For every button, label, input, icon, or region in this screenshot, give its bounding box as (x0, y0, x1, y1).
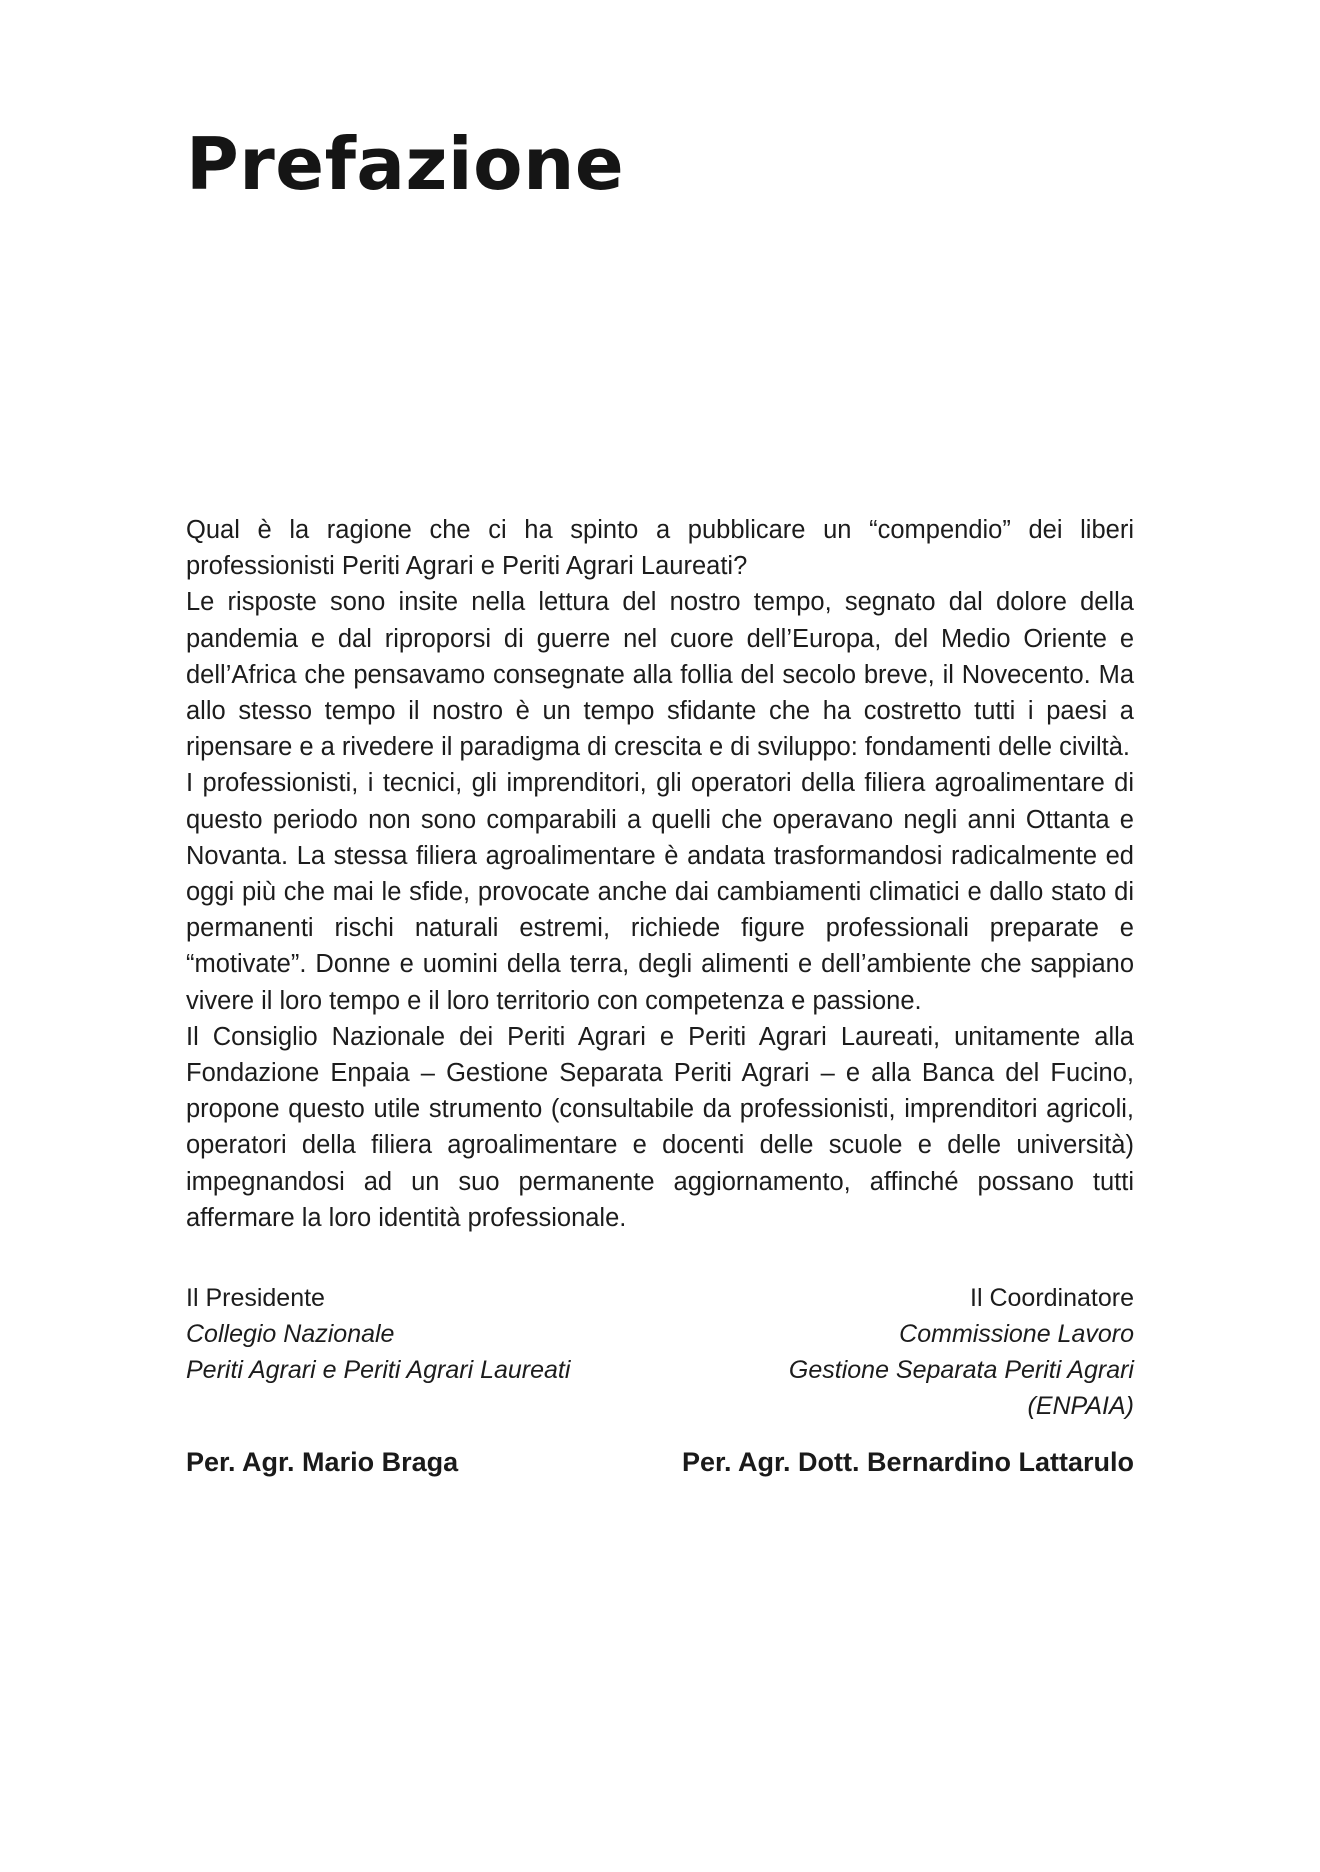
signer-left-org: Collegio Nazionale (186, 1320, 395, 1348)
signature-left (186, 1280, 570, 1388)
signer-right-org: Commissione Lavoro (899, 1320, 1134, 1348)
signer-right-role: Il Coordinatore (970, 1284, 1134, 1312)
signer-left-role: Il Presidente (186, 1284, 325, 1312)
preface-body (186, 512, 1134, 1236)
paragraph-4: Il Consiglio Nazionale dei Periti Agrari e Periti Agrari Laureati, unitamente alla Fondazione Enpaia – Gestione Separata Periti Agrari – e alla Banca del Fucino, propone questo utile strumento (consultabile da professionisti, imprenditori agricoli, operatori della filiera agroalimentare e docenti delle scuole e delle università) impegnandosi ad un suo permanente aggiornamento, affinché possano tutti affermare la loro identità professionale. (186, 1022, 1134, 1232)
signature-right (789, 1280, 1134, 1424)
paragraph-1: Qual è la ragione che ci ha spinto a pubblicare un “compendio” dei liberi professionisti Periti Agrari e Periti Agrari Laureati? (186, 516, 1134, 581)
paragraph-3: I professionisti, i tecnici, gli imprenditori, gli operatori della filiera agroalimentare di questo periodo non sono comparabili a quelli che operavano negli anni Ottanta e Novanta. La stessa filiera agroalimentare è andata trasformandosi radicalmente ed oggi più che mai le sfide, provocate anche dai cambiamenti climatici e dallo stato di permanenti rischi naturali estremi, richiede figure professionali preparate e “motivate”. Donne e uomini della terra, degli alimenti e dell’ambiente che sappiano vivere il loro tempo e il loro territorio con competenza e passione. (186, 769, 1134, 1015)
page-title: Prefazione (186, 122, 625, 206)
signer-right-org-acronym: (ENPAIA) (1027, 1392, 1134, 1420)
paragraph-2: Le risposte sono insite nella lettura del nostro tempo, segnato dal dolore della pandemia e dal riproporsi di guerre nel cuore dell’Europa, del Medio Oriente e dell’Africa che pensavamo consegnate alla follia del secolo breve, il Novecento. Ma allo stesso tempo il nostro è un tempo sfidante che ha costretto tutti i paesi a ripensare e a rivedere il paradigma di crescita e di sviluppo: fondamenti delle civiltà. (186, 588, 1134, 762)
signer-left-name: Per. Agr. Mario Braga (186, 1447, 459, 1477)
signer-right-name: Per. Agr. Dott. Bernardino Lattarulo (681, 1447, 1134, 1477)
signer-right-org-detail: Gestione Separata Periti Agrari (788, 1356, 1134, 1384)
signer-left-org-detail: Periti Agrari e Periti Agrari Laureati (186, 1356, 571, 1384)
